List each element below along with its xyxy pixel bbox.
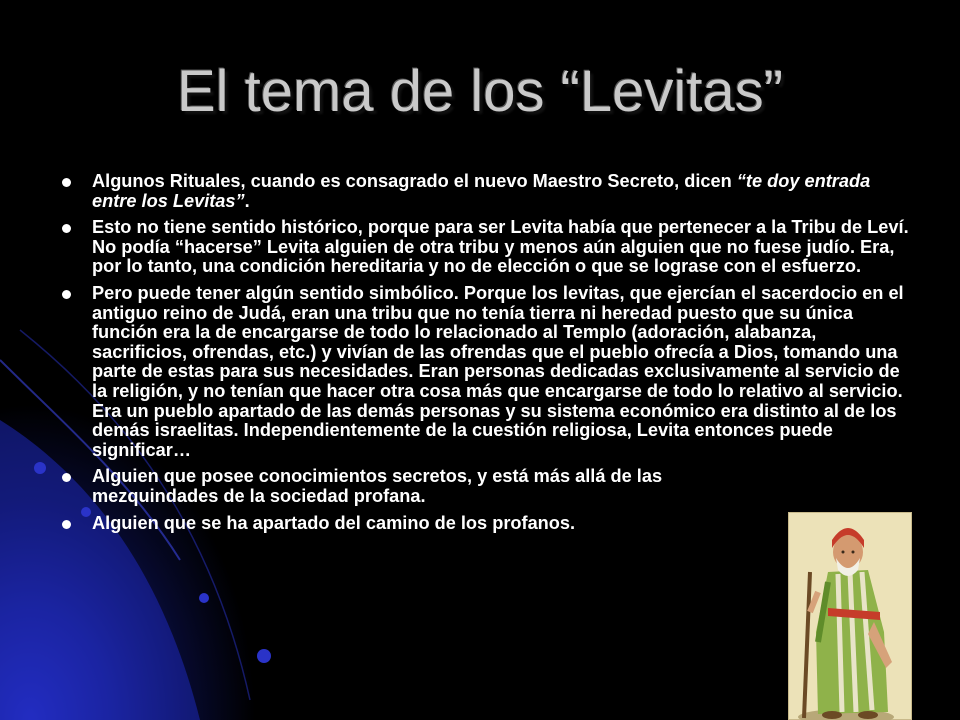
bullet-icon [62, 473, 71, 482]
bullet-text: Alguien que posee conocimientos secretos, y está más allá de las mezquindades de la sociedad profana. [92, 466, 663, 506]
bullet-icon [62, 290, 71, 299]
bullet-text: Esto no tiene sentido histórico, porque para ser Levita había que pertenecer a la Tribu de Leví. No podía “hacerse” Levita alguien de otra tribu y menos aún alguien que no fuese judío. Era, por lo tanto, una condición hereditaria y no de elección o que se lograse con el esfuerzo. [92, 217, 909, 277]
bullet-item [62, 218, 910, 277]
bullet-text: Algunos Rituales, cuando es consagrado el nuevo Maestro Secreto, dicen [92, 171, 737, 191]
bullet-text: Alguien que se ha apartado del camino de los profanos. [92, 512, 576, 533]
bullet-icon [62, 178, 71, 187]
bullet-list [62, 172, 910, 540]
bullet-quote: “te doy entrada entre los Levitas” [92, 171, 871, 211]
bullet-item [62, 172, 910, 211]
bullet-text: Pero puede tener algún sentido simbólico. Porque los levitas, que ejercían el sacerdocio en el antiguo reino de Judá, eran una tribu que no tenía tierra ni heredad puesto que su única función era la de encargarse de todo lo relacionado al Templo (adoración, alabanza, sacrificios, ofrendas, etc.) y vivían de las ofrendas que el pueblo ofrecía a Dios, tomando una parte de estas para sus necesidades. Eran personas dedicadas exclusivamente al servicio de la religión, y no tenían que hacer otra cosa más que encargarse de todo lo relativo al servicio. Era un pueblo apartado de las demás personas y su sistema económico era distinto al de los demás israelitas. Independientemente de la cuestión religiosa, Levita entonces puede significar… [92, 282, 904, 460]
bullet-item [62, 514, 910, 534]
bullet-text-end: . [244, 190, 250, 211]
bullet-item [62, 467, 910, 506]
levite-figure-illustration [788, 512, 912, 720]
bullet-icon [62, 224, 71, 233]
bullet-item [62, 284, 910, 460]
bullet-icon [62, 520, 71, 529]
slide-title: El tema de los “Levitas” [176, 59, 784, 124]
